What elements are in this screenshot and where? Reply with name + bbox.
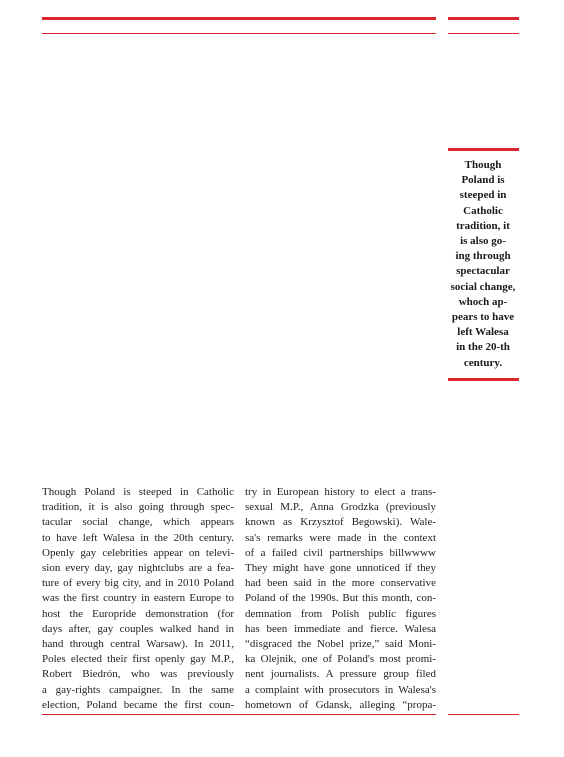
article-line: Robert Biedrón, who was previously (42, 668, 234, 681)
article-line: tacular social change, which appears (42, 516, 234, 529)
article-line: Openly gay celebrities appear on televi- (42, 546, 234, 559)
article-line: hand through central Warsaw). In 2011, (42, 638, 234, 651)
top-rule-sidebar (448, 17, 519, 20)
pull-quote-line: Poland is (461, 174, 505, 187)
article-line: election, Poland became the first coun- (42, 698, 234, 711)
pull-quote-line: tradition, it (456, 219, 510, 232)
article-line: try in European history to elect a trans- (245, 486, 436, 498)
article-line: Though Poland is steeped in Catholic (42, 486, 234, 498)
article-line: tradition, it is also going through spec- (42, 501, 234, 514)
pull-quote-line: Though (464, 159, 502, 171)
pull-quote-line: pears to have (451, 311, 515, 324)
pull-quote-top-rule (448, 148, 519, 151)
article-line: a complaint with prosecutors in Walesa's (245, 683, 436, 696)
top-rule-main (42, 17, 436, 20)
pull-quote-line: steeped in (459, 189, 507, 202)
pull-quote-line: century. (463, 356, 503, 369)
pull-quote-line: whoch ap- (458, 295, 508, 308)
pull-quote-line: spectacular (456, 265, 510, 278)
article-line: They might have gone unnoticed if they (245, 562, 436, 575)
article-line: nent journalists. A pressure group filed (245, 668, 436, 681)
article-line: to have left Walesa in the 20th century. (42, 531, 234, 544)
pull-quote-bottom-rule (448, 378, 519, 381)
article-line: known as Krzysztof Begowski). Wale- (245, 516, 436, 529)
article-line: had been said in the more conservative (245, 577, 436, 590)
pull-quote-line: social change, (450, 280, 516, 293)
article-column-right (245, 485, 436, 713)
pull-quote-line: Catholic (463, 204, 503, 217)
header-rule-main (42, 33, 436, 34)
pull-quote-line: is also go- (460, 235, 506, 248)
article-line: Poland of the 1990s. But this month, con- (245, 592, 436, 605)
article-line: a gay-rights campaigner. In the same (42, 683, 234, 696)
article-line: hometown of Gdansk, alleging “propa- (245, 698, 436, 711)
article-line: demnation from Polish public figures (245, 607, 436, 620)
pull-quote-line: left Walesa (457, 326, 509, 339)
pull-quote-line: ing through (455, 250, 511, 263)
article-line: host the Europride demonstration (for (42, 607, 234, 620)
article-line: sexual M.P., Anna Grodzka (previously (245, 501, 436, 514)
pull-quote (448, 158, 518, 371)
article-line: days after, gay couples walked hand in (42, 622, 234, 635)
article-line: has been immediate and fierce. Walesa (245, 622, 436, 635)
article-line: was the first country in eastern Europe to (42, 592, 234, 605)
article-column-left (42, 485, 234, 713)
footer-rule-sidebar (448, 714, 519, 715)
article-line: Poles elected their first openly gay M.P., (42, 653, 234, 666)
article-line: sion every day, gay nightclubs are a fea- (42, 562, 234, 575)
footer-rule-main (42, 714, 436, 715)
article-line: ture of every big city, and in 2010 Poland (42, 577, 234, 590)
article-line: “disgraced the Nobel prize,” said Moni- (245, 638, 436, 651)
article-line: sa's remarks were made in the context (245, 531, 436, 544)
pull-quote-line: in the 20-th (456, 341, 510, 354)
header-rule-sidebar (448, 33, 519, 34)
article-line: of a failed civil partnerships billwwww (245, 546, 436, 559)
article-line: ka Olejnik, one of Poland's most promi- (245, 653, 436, 666)
